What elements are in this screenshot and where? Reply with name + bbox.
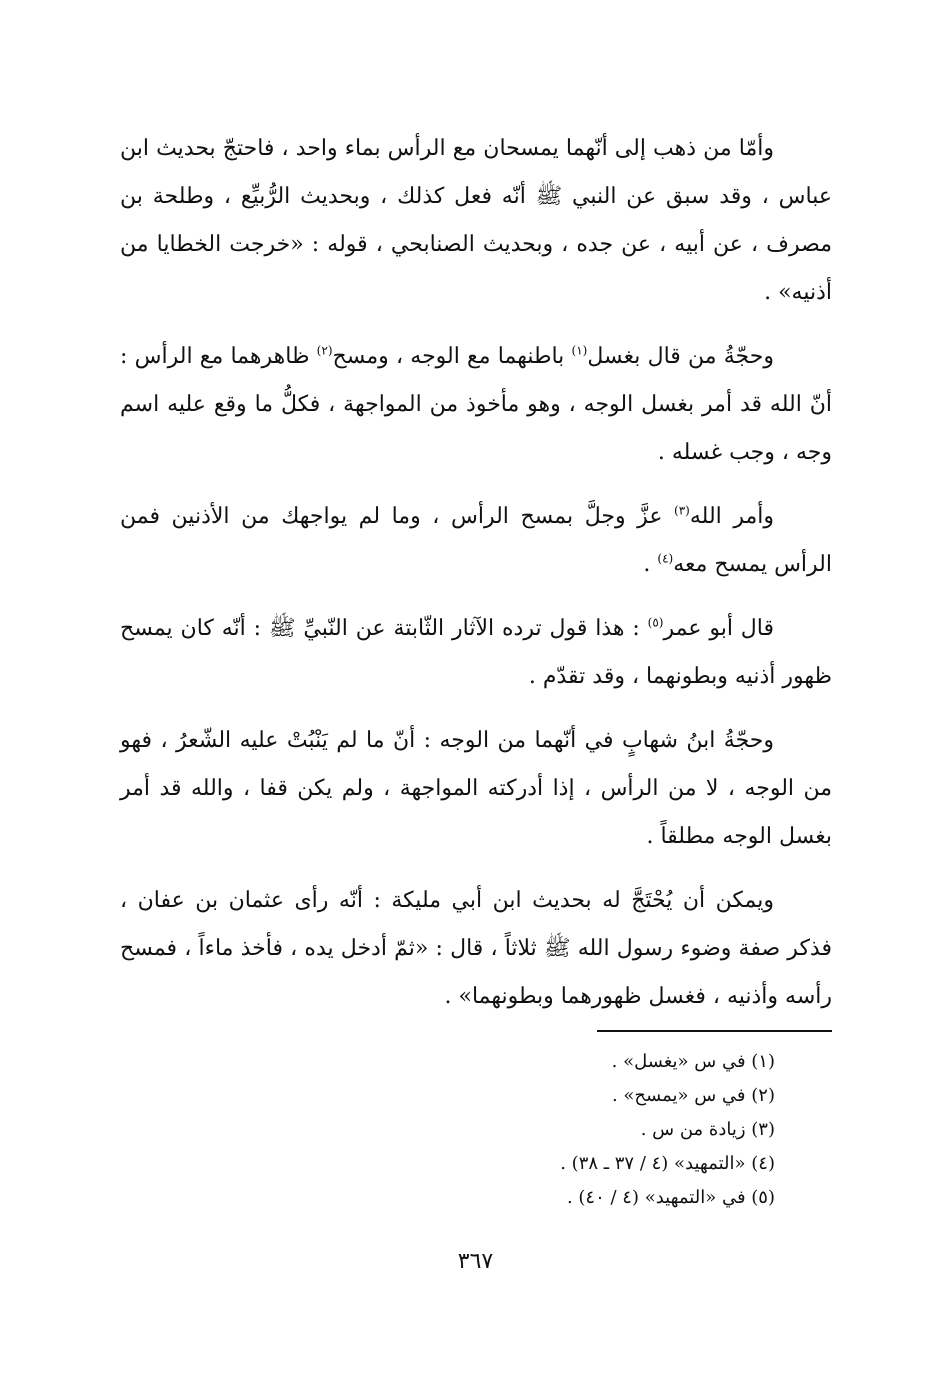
paragraph-2-part-3: ظاهرهما مع الرأس : أنّ الله قد أمر بغسل الوجه ، وهو مأخوذ من المواجهة ، فكلُّ ما وقع عليه اسم وجه ، وجب غسله .: [120, 344, 832, 465]
footnote-separator: [597, 1030, 832, 1032]
main-text: [120, 125, 832, 1037]
paragraph-3: [120, 493, 832, 589]
footnote-ref-5: (٥): [647, 615, 664, 630]
footnote-3: (٣) زيادة من س .: [640, 1119, 775, 1140]
footnote-ref-4: (٤): [657, 551, 674, 566]
footnote-ref-2: (٢): [316, 343, 333, 358]
paragraph-6: ويمكن أن يُحْتَجَّ له بحديث ابن أبي مليكة : أنّه رأى عثمان بن عفان ، فذكر صفة وضوء رسول الله ﷺ ثلاثاً ، قال : «ثمّ أدخل يده ، فأخذ ماءاً ، فمسح رأسه وأذنيه ، فغسل ظهورهما وبطونهما» .: [120, 888, 832, 1009]
paragraph-5: وحجّةُ ابنُ شهابٍ في أنّهما من الوجه : أنّ ما لم يَنْبُتْ عليه الشّعرُ ، فهو من الوجه ، لا من الرأس ، إذا أدركته المواجهة ، ولم يكن قفا ، والله قد أمر بغسل الوجه مطلقاً .: [120, 728, 832, 849]
page-number: ٣٦٧: [457, 1249, 494, 1274]
footnotes: [275, 1045, 775, 1215]
footnote-ref-1: (١): [571, 343, 588, 358]
paragraph-1: وأمّا من ذهب إلى أنّهما يمسحان مع الرأس بماء واحد ، فاحتجّ بحديث ابن عباس ، وقد سبق عن النبي ﷺ أنّه فعل كذلك ، وبحديث الرُّبيِّع ، وطلحة بن مصرف ، عن أبيه ، عن جده ، وبحديث الصنابحي ، قوله : «خرجت الخطايا من أذنيه» .: [120, 136, 832, 305]
paragraph-4: [120, 605, 832, 701]
paragraph-2-part-2: باطنهما مع الوجه ، ومسح: [332, 344, 572, 369]
paragraph-3-part-1: وأمر الله: [689, 504, 774, 529]
paragraph-3-part-2: عزَّ وجلَّ بمسح الرأس ، وما لم يواجهك من الأذنين فمن الرأس يمسح معه: [120, 504, 832, 577]
paragraph-4-part-1: قال أبو عمر: [663, 616, 775, 641]
paragraph-2-part-1: وحجّةُ من قال بغسل: [587, 344, 774, 369]
footnote-ref-3: (٣): [674, 503, 690, 518]
paragraph-2: [120, 333, 832, 477]
footnote-2: (٢) في س «يمسح» .: [611, 1085, 775, 1106]
footnote-5: (٥) في «التمهيد» (٤ / ٤٠) .: [566, 1187, 775, 1208]
footnote-4: (٤) «التمهيد» (٤ / ٣٧ ـ ٣٨) .: [560, 1153, 775, 1174]
paragraph-4-part-2: : هذا قول ترده الآثار الثّابتة عن النّبيِّ ﷺ : أنّه كان يمسح ظهور أذنيه وبطونهما ، وقد تقدّم .: [120, 616, 832, 689]
paragraph-3-part-3: .: [643, 552, 658, 577]
footnote-1: (١) في س «يغسل» .: [611, 1051, 775, 1072]
